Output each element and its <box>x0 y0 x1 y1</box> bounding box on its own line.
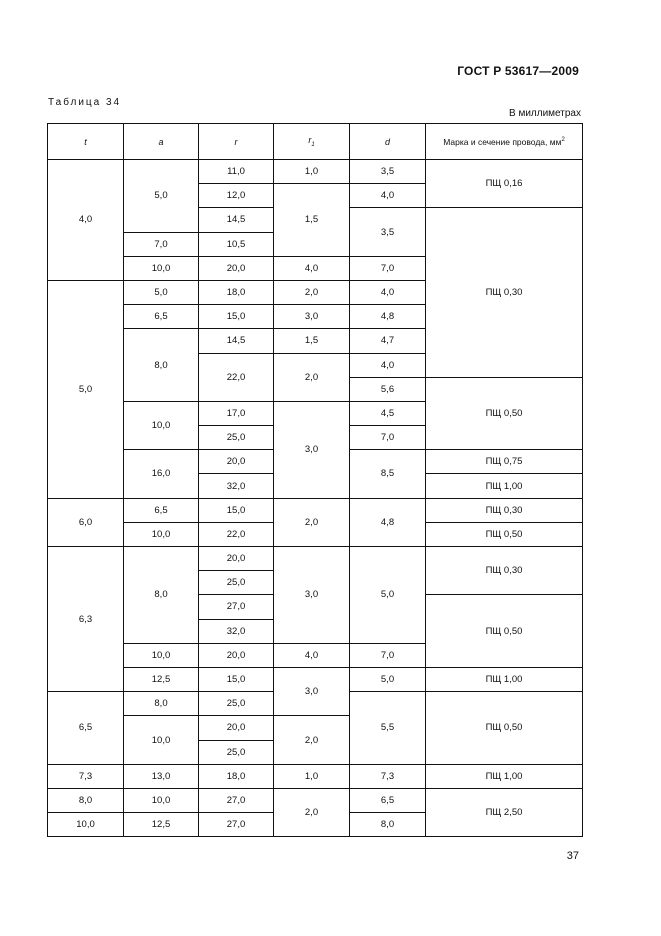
cell-r1: 4,0 <box>274 256 350 280</box>
cell-wire: ПЩ 0,75 <box>426 450 583 474</box>
cell-r1: 1,5 <box>274 184 350 257</box>
cell-r: 32,0 <box>199 619 274 643</box>
table-header-row <box>48 124 583 160</box>
col-header-d: d <box>350 124 426 160</box>
cell-d: 5,5 <box>350 692 426 765</box>
cell-a: 10,0 <box>124 401 199 449</box>
cell-wire: ПЩ 1,00 <box>426 474 583 498</box>
cell-a: 6,5 <box>124 498 199 522</box>
standard-code: ГОСТ Р 53617—2009 <box>457 64 579 78</box>
cell-r1: 4,0 <box>274 643 350 667</box>
cell-d: 4,8 <box>350 498 426 546</box>
cell-r1: 3,0 <box>274 401 350 498</box>
cell-r: 14,5 <box>199 208 274 232</box>
cell-a: 7,0 <box>124 232 199 256</box>
cell-d: 4,0 <box>350 353 426 377</box>
page-number: 37 <box>566 850 579 862</box>
cell-r: 20,0 <box>199 716 274 740</box>
cell-r: 27,0 <box>199 813 274 837</box>
cell-r: 20,0 <box>199 256 274 280</box>
table-row <box>48 764 583 788</box>
cell-d: 6,5 <box>350 788 426 812</box>
cell-r1: 2,0 <box>274 716 350 764</box>
cell-r1: 1,0 <box>274 160 350 184</box>
col-header-a: a <box>124 124 199 160</box>
cell-wire: ПЩ 0,50 <box>426 377 583 450</box>
cell-wire: ПЩ 0,50 <box>426 692 583 765</box>
col-header-wire-sup: 2 <box>561 136 565 143</box>
cell-wire: ПЩ 0,30 <box>426 547 583 595</box>
cell-d: 4,0 <box>350 280 426 304</box>
cell-r1: 3,0 <box>274 305 350 329</box>
cell-a: 10,0 <box>124 522 199 546</box>
cell-r: 25,0 <box>199 571 274 595</box>
cell-a: 16,0 <box>124 450 199 498</box>
cell-t: 8,0 <box>48 788 124 812</box>
cell-wire: ПЩ 0,30 <box>426 208 583 377</box>
cell-r: 17,0 <box>199 401 274 425</box>
cell-d: 5,6 <box>350 377 426 401</box>
col-header-r: r <box>199 124 274 160</box>
cell-r1: 3,0 <box>274 547 350 644</box>
cell-r: 22,0 <box>199 353 274 401</box>
cell-a: 10,0 <box>124 716 199 764</box>
cell-r: 18,0 <box>199 764 274 788</box>
cell-r: 18,0 <box>199 280 274 304</box>
table-row <box>48 160 583 184</box>
cell-r1: 1,0 <box>274 764 350 788</box>
cell-d: 4,5 <box>350 401 426 425</box>
dimensions-table <box>47 123 583 837</box>
table-row <box>48 498 583 522</box>
units-note: В миллиметрах <box>509 108 581 119</box>
col-header-r1 <box>274 124 350 160</box>
cell-r: 20,0 <box>199 450 274 474</box>
cell-r: 12,0 <box>199 184 274 208</box>
table-row <box>48 667 583 691</box>
col-header-t: t <box>48 124 124 160</box>
cell-t: 5,0 <box>48 280 124 498</box>
cell-d: 3,5 <box>350 208 426 256</box>
cell-t: 10,0 <box>48 813 124 837</box>
cell-t: 6,0 <box>48 498 124 546</box>
cell-wire: ПЩ 1,00 <box>426 764 583 788</box>
cell-r: 20,0 <box>199 547 274 571</box>
cell-d: 4,0 <box>350 184 426 208</box>
cell-a: 8,0 <box>124 692 199 716</box>
col-header-wire-label: Марка и сечение провода, мм <box>443 136 562 147</box>
cell-d: 8,5 <box>350 450 426 498</box>
cell-r: 10,5 <box>199 232 274 256</box>
cell-r: 11,0 <box>199 160 274 184</box>
cell-r: 15,0 <box>199 305 274 329</box>
cell-a: 10,0 <box>124 256 199 280</box>
cell-d: 7,0 <box>350 426 426 450</box>
cell-d: 7,0 <box>350 256 426 280</box>
cell-r1: 1,5 <box>274 329 350 353</box>
cell-d: 7,3 <box>350 764 426 788</box>
cell-d: 7,0 <box>350 643 426 667</box>
cell-d: 5,0 <box>350 547 426 644</box>
cell-t: 4,0 <box>48 160 124 281</box>
cell-d: 5,0 <box>350 667 426 691</box>
cell-t: 6,5 <box>48 692 124 765</box>
table-row <box>48 547 583 571</box>
cell-r1: 2,0 <box>274 788 350 836</box>
table-caption: Таблица 34 <box>48 97 122 108</box>
cell-a: 5,0 <box>124 160 199 233</box>
cell-r1: 3,0 <box>274 667 350 715</box>
cell-a: 8,0 <box>124 547 199 644</box>
cell-r: 15,0 <box>199 498 274 522</box>
cell-a: 12,5 <box>124 813 199 837</box>
col-header-wire <box>426 124 583 160</box>
cell-wire: ПЩ 1,00 <box>426 667 583 691</box>
cell-d: 4,8 <box>350 305 426 329</box>
cell-a: 10,0 <box>124 643 199 667</box>
cell-d: 8,0 <box>350 813 426 837</box>
cell-r: 27,0 <box>199 788 274 812</box>
cell-r: 25,0 <box>199 692 274 716</box>
cell-r: 25,0 <box>199 426 274 450</box>
cell-wire: ПЩ 0,50 <box>426 595 583 668</box>
cell-t: 6,3 <box>48 547 124 692</box>
cell-a: 5,0 <box>124 280 199 304</box>
cell-r: 15,0 <box>199 667 274 691</box>
cell-a: 6,5 <box>124 305 199 329</box>
cell-r: 27,0 <box>199 595 274 619</box>
cell-r: 14,5 <box>199 329 274 353</box>
cell-wire: ПЩ 0,30 <box>426 498 583 522</box>
cell-a: 13,0 <box>124 764 199 788</box>
cell-r: 32,0 <box>199 474 274 498</box>
cell-d: 3,5 <box>350 160 426 184</box>
cell-a: 8,0 <box>124 329 199 402</box>
cell-wire: ПЩ 2,50 <box>426 788 583 836</box>
cell-wire: ПЩ 0,50 <box>426 522 583 546</box>
cell-r1: 2,0 <box>274 280 350 304</box>
cell-r: 20,0 <box>199 643 274 667</box>
table-row <box>48 788 583 812</box>
cell-a: 12,5 <box>124 667 199 691</box>
cell-r: 25,0 <box>199 740 274 764</box>
cell-t: 7,3 <box>48 764 124 788</box>
col-header-r1-sub: 1 <box>311 141 315 148</box>
cell-a: 10,0 <box>124 788 199 812</box>
cell-r1: 2,0 <box>274 498 350 546</box>
cell-r1: 2,0 <box>274 353 350 401</box>
col-header-r1-base: r <box>308 135 312 146</box>
cell-d: 4,7 <box>350 329 426 353</box>
cell-wire: ПЩ 0,16 <box>426 160 583 208</box>
cell-r: 22,0 <box>199 522 274 546</box>
